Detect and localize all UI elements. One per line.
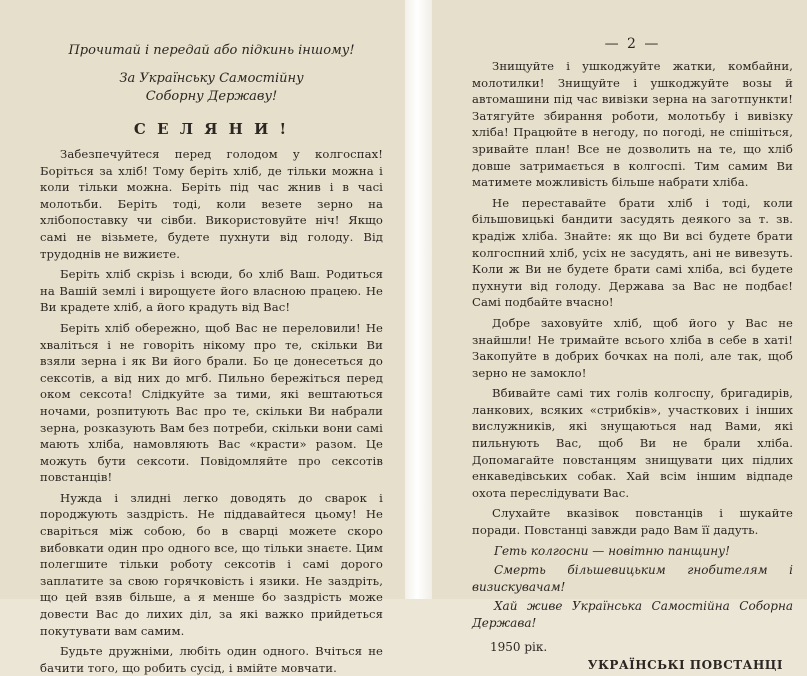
date-line: 1950 рік. — [490, 639, 548, 654]
signature: УКРАЇНСЬКІ ПОВСТАНЦІ — [587, 657, 783, 672]
paragraph: Не переставайте брати хліб і тоді, коли більшовицькі бандити засудять деякого за т. зв. крадіж хліба. Знайте: як що Ви всі будете брати колгоспний хліб, усіх не засудять, ані не вивезуть. Коли ж Ви не будете брати самі хліба, всі будете пухнути від голоду. Держава за Вас не подбає! Самі подбайте вчасно! — [472, 195, 793, 310]
page-number: — 2 — — [604, 36, 661, 52]
paragraph: Будьте дружніми, любіть один одного. Вчіться не бачити того, що робить сусід, і вмійте мовчати. — [40, 644, 383, 675]
paragraph: Слухайте вказівок повстанців і шукайте поради. Повстанці завжди радо Вам її дадуть. — [472, 506, 793, 538]
leaflet-page-right — [432, 0, 807, 672]
page-gutter — [405, 0, 432, 599]
slogan: Хай живе Українська Самостійна Соборна Держава! — [472, 598, 793, 630]
slogan-line-1: За Українську Самостійну — [119, 71, 304, 86]
paragraph: Вбивайте самі тих голів колгоспу, бригадирів, ланкових, всяких «стрибків», участкових і інших вислужників, які знущаються над Вами, які пильнують Вас, щоб Ви не брали хліба. Допомагайте повстанцям знищувати цих підлих енкаведівських собак. Хай всім іншим відпаде охота переслідувати Вас. — [472, 386, 793, 500]
paragraph: Забезпечуйтеся перед голодом у колгоспах! Боріться за хліб! Тому беріть хліб, де тільки можна і коли тільки можна. Беріть під час жнив і в часі молотьби. Беріть тоді, коли везете зерно на хлібопоставку чи сівби. Використовуйте ніч! Якщо самі не візьмете, будете пухнути від голоду. Від трудоднів не вижиєте. — [40, 147, 383, 261]
appeal-line: Прочитай і передай або підкинь іншому! — [68, 43, 355, 58]
paragraph: Добре заховуйте хліб, щоб його у Вас не знайшли! Не тримайте всього хліба в себе в хаті! Закопуйте в добрих бочках на полі, але так, щоб зерно не замокло! — [472, 315, 793, 380]
slogan: Смерть більшевицьким гнобителям і визискувачам! — [472, 562, 793, 594]
paragraph: Знищуйте і ушкоджуйте жатки, комбайни, молотилки! Знищуйте і ушкоджуйте возы й автомашини під час вивізки зерна на заготпункти! Затягуйте збирання роботи, молотьбу і вивізку хліба! Працюйте в негоду, по погоді, не спішіться, зривайте план! Все не дозволить на те, що хліб довше затримається в колгоспі. Тим самим Ви матимете можливість більше набрати хліба. — [472, 59, 793, 190]
slogan: Геть колгосни — новітню панщину! — [494, 543, 730, 558]
paragraph: Беріть хліб скрізь і всюди, бо хліб Ваш. Родиться на Вашій землі і вирощуєте його власною працею. Не Ви крадете хліб, а його крадуть від Вас! — [40, 267, 383, 315]
headline: С Е Л Я Н И ! — [133, 120, 290, 138]
paragraph: Беріть хліб обережно, щоб Вас не переловили! Не хваліться і не говоріть нікому про те, скільки Ви взяли зерна і як Ви його брали. Бо це донесеться до сексотів, а від них до мгб. Пильно бережіться перед оком сексота! Слідкуйте за тими, які вештаються ночами, розпитують Вас про те, скільки Ви набрали зерна, розказують Вам без потреби, скільки вони самі мають хліба, намовляють Вас «красти» разом. Це можуть бути сексоти. Повідомляйте про сексотів повстанців! — [40, 320, 383, 485]
paragraph: Нужда і злидні легко доводять до сварок і породжують заздрість. Не піддавайтеся цьому! Не сваріться між собою, бо в сварці можете скоро вибовкати один про одного все, що тільки знаєте. Цим полегшите тільки роботу сексотів і самі дорого заплатите за свою горячковість і язики. Не заздріть, що цей взяв більше, а я менше бо заздрість може довести Вас до лихих діл, за які важко прийдеться покутувати вам самим. — [40, 490, 383, 638]
slogan-line-2: Соборну Державу! — [145, 89, 278, 104]
